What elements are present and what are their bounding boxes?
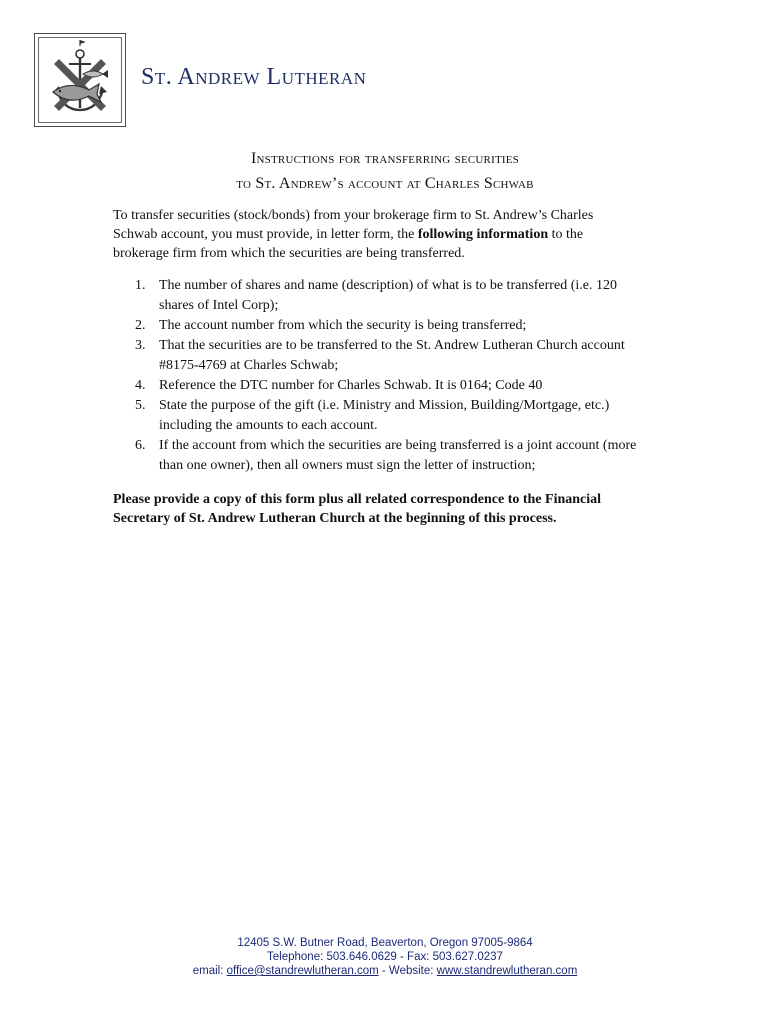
list-number: 2. <box>135 318 146 333</box>
intro-paragraph <box>113 206 633 263</box>
list-text: The number of shares and name (description) of what is to be transferred (i.e. 120 shares of Intel Corp); <box>159 278 617 313</box>
list-text: That the securities are to be transferred to the St. Andrew Lutheran Church account #8175-4769 at Charles Schwab; <box>159 338 625 373</box>
title-line-1: Instructions for transferring securities <box>251 150 519 167</box>
footer <box>0 936 770 978</box>
document-title <box>0 146 770 196</box>
church-logo <box>34 33 126 127</box>
list-number: 4. <box>135 378 146 393</box>
intro-bold-text: following information <box>417 227 549 242</box>
list-item <box>113 276 653 316</box>
list-number: 5. <box>135 398 146 413</box>
instruction-list <box>113 276 653 476</box>
list-item <box>113 316 653 336</box>
email-link[interactable]: office@standrewlutheran.com <box>226 965 379 977</box>
list-text: The account number from which the security is being transferred; <box>159 318 527 333</box>
intro-text-1: To transfer securities (stock/bonds) from your brokerage firm to St. Andrew’s Charles Schwab account, you must provide, in letter form, the <box>113 208 594 242</box>
website-label: - Website: <box>378 965 437 977</box>
list-number: 6. <box>135 438 146 453</box>
list-text: State the purpose of the gift (i.e. Ministry and Mission, Building/Mortgage, etc.) including the amounts to each account. <box>159 398 610 433</box>
list-item <box>113 376 653 396</box>
list-item <box>113 436 653 476</box>
website-link[interactable]: www.standrewlutheran.com <box>436 965 578 977</box>
list-item <box>113 396 653 436</box>
list-text: Reference the DTC number for Charles Schwab. It is 0164; Code 40 <box>159 378 543 393</box>
title-line-2: to St. Andrew’s account at Charles Schwab <box>236 175 534 192</box>
footer-phone: Telephone: 503.646.0629 - Fax: 503.627.0237 <box>267 951 503 963</box>
email-label: email: <box>192 965 227 977</box>
footer-contact-line <box>0 964 770 978</box>
closing-paragraph: Please provide a copy of this form plus all related correspondence to the Financial Secretary of St. Andrew Lutheran Church at the beginning of this process. <box>113 492 602 526</box>
footer-address: 12405 S.W. Butner Road, Beaverton, Oregon 97005-9864 <box>237 937 533 949</box>
church-name: St. Andrew Lutheran <box>141 64 367 90</box>
list-number: 1. <box>135 278 146 293</box>
list-number: 3. <box>135 338 146 353</box>
list-item <box>113 336 653 376</box>
anchor-fish-icon <box>35 34 125 126</box>
intro-text-2: to the brokerage firm from which the securities are being transferred. <box>113 227 584 261</box>
list-text: If the account from which the securities are being transferred is a joint account (more than one owner), then all owners must sign the letter of instruction; <box>159 438 637 473</box>
